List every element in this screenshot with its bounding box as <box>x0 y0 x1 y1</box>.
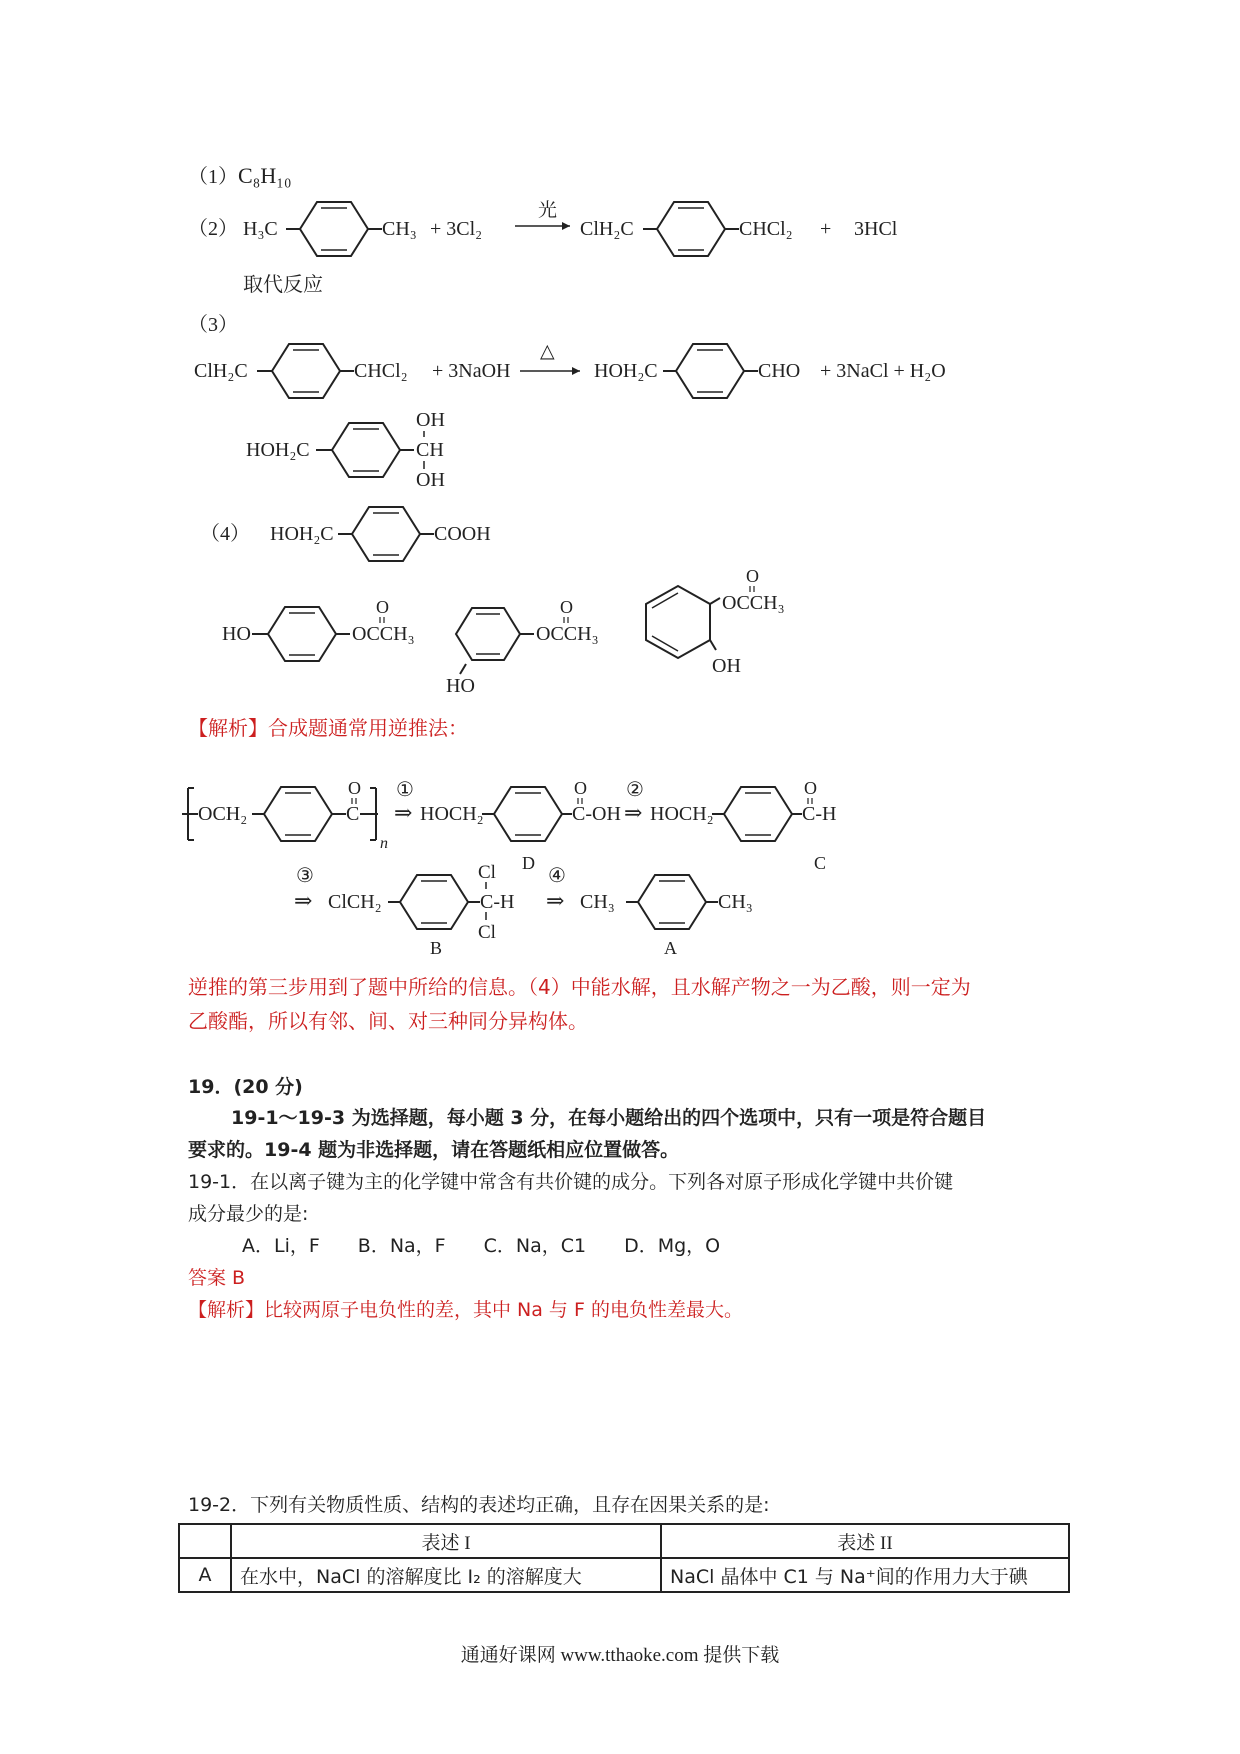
label-2: （2） <box>188 218 238 240</box>
p2-clh2c: ClH₂C <box>580 218 634 240</box>
p2-h3c: H₃C <box>243 218 278 240</box>
step-1: ① <box>396 779 414 801</box>
step-2: ② <box>626 779 644 801</box>
equation-3 <box>180 335 1020 500</box>
benzene-ring <box>300 202 368 256</box>
reaction-type: 取代反应 <box>243 272 323 296</box>
p4-hoh2c: HOH₂C <box>270 523 334 545</box>
benzene-ring <box>352 507 420 561</box>
table-header-row <box>179 1524 1069 1558</box>
heat-condition: △ <box>540 341 555 362</box>
isomers <box>210 568 830 698</box>
q19-1-line-2: 成分最少的是: <box>188 1203 309 1225</box>
benzene-ring <box>268 607 336 661</box>
analysis-note-line-2: 乙酸酯，所以有邻、间、对三种同分异构体。 <box>188 1009 588 1033</box>
c-label: C <box>814 853 827 873</box>
a-ch3-right: CH₃ <box>718 891 753 913</box>
step-2-arrow: ⇒ <box>624 800 643 825</box>
table-cell-option: A <box>179 1558 231 1592</box>
d-cooh: C-OH <box>572 803 621 825</box>
c-cho: C-H <box>802 803 837 825</box>
label-1: （1） <box>188 166 238 188</box>
q19-1-options: A．Li，F B．Na，F C．Na，C1 D．Mg，O <box>242 1235 721 1257</box>
question-19-1 <box>188 1166 953 1326</box>
polymer-o: O <box>348 778 361 798</box>
step-3: ③ <box>296 865 314 887</box>
q19-1-analysis: 【解析】比较两原子电负性的差，其中 Na 与 F 的电负性差最大。 <box>188 1299 743 1321</box>
page-footer: 通通好课网 www.tthaoke.com 提供下载 <box>460 1645 780 1666</box>
benzene-ring <box>456 608 520 660</box>
iso2-ho: HO <box>446 675 475 697</box>
analysis-note <box>188 970 971 1038</box>
benzene-ring <box>638 875 706 929</box>
benzene-ring <box>724 787 792 841</box>
a-ch3-left: CH₃ <box>580 891 615 913</box>
benzene-ring <box>272 344 340 398</box>
benzene-ring <box>332 423 400 477</box>
formula-c8h10: C₈H₁₀ <box>238 163 292 188</box>
benzene-ring <box>264 787 332 841</box>
polymer-c: C <box>346 803 360 825</box>
table-row <box>179 1558 1069 1592</box>
polymer-och2: OCH₂ <box>198 803 248 825</box>
d-hoch2: HOCH₂ <box>420 803 484 825</box>
q19-1-answer: 答案 B <box>188 1267 246 1289</box>
b-label: B <box>430 938 443 958</box>
answer-4 <box>180 500 580 570</box>
iso1-ho: HO <box>222 623 251 645</box>
question-19-2: 19-2．下列有关物质性质、结构的表述均正确，且存在因果关系的是: <box>188 1494 770 1516</box>
iso3-ester: OCCH₃ <box>722 592 785 614</box>
iso3-oh: OH <box>712 655 741 677</box>
label-3: （3） <box>188 314 238 336</box>
iso1-ester: OCCH₃ <box>352 623 415 645</box>
p2-plus: + <box>820 218 832 240</box>
table-cell <box>179 1524 231 1558</box>
iso1-carbonyl-o: O <box>376 597 389 617</box>
p3-chcl2: CHCl₂ <box>354 360 408 382</box>
c-hoch2: HOCH₂ <box>650 803 714 825</box>
p3-products: + 3NaCl + H₂O <box>820 360 946 382</box>
statement-table <box>178 1523 1070 1593</box>
benzene-ring <box>676 344 744 398</box>
question-19-intro <box>188 1102 986 1166</box>
question-19-title: 19．(20 分) <box>188 1076 303 1098</box>
intro-line-2: 要求的。19-4 题为非选择题，请在答题纸相应位置做答。 <box>188 1139 680 1161</box>
p4-cooh: COOH <box>434 523 491 545</box>
p3-ch: CH <box>416 439 444 461</box>
p3-oh-bottom: OH <box>416 469 445 491</box>
c-o: O <box>804 778 817 798</box>
step-4: ④ <box>548 865 566 887</box>
b-clch2: ClCH₂ <box>328 891 382 913</box>
table-header-statement-1: 表述 I <box>231 1524 661 1558</box>
iso2-carbonyl-o: O <box>560 597 573 617</box>
p3-cho: CHO <box>758 360 801 382</box>
p2-3cl2: + 3Cl₂ <box>430 218 483 240</box>
p3-mid-hoh2c: HOH₂C <box>246 439 310 461</box>
p3-oh-top: OH <box>416 409 445 431</box>
p3-clh2c: ClH₂C <box>194 360 248 382</box>
polymer-n: n <box>380 835 388 852</box>
intro-line-1: 19-1～19-3 为选择题，每小题 3 分，在每小题给出的四个选项中，只有一项是符合题目 <box>231 1107 987 1129</box>
b-ch: C-H <box>480 891 515 913</box>
d-label: D <box>522 853 535 873</box>
iso2-ester: OCCH₃ <box>536 623 599 645</box>
analysis-heading: 【解析】合成题通常用逆推法： <box>188 716 468 740</box>
step-4-arrow: ⇒ <box>546 888 565 913</box>
label-4: （4） <box>200 523 250 545</box>
a-label: A <box>664 938 677 958</box>
light-condition: 光 <box>538 200 558 221</box>
d-o: O <box>574 778 587 798</box>
table-cell-statement-2: NaCl 晶体中 C1 与 Na⁺间的作用力大于碘 <box>661 1558 1069 1592</box>
benzene-ring <box>646 586 710 658</box>
benzene-ring <box>400 875 468 929</box>
step-1-arrow: ⇒ <box>394 800 413 825</box>
b-cl-top: Cl <box>478 862 496 883</box>
p3-hoh2c: HOH₂C <box>594 360 658 382</box>
retrosynthesis-scheme <box>180 748 940 968</box>
p2-3hcl: 3HCl <box>854 218 898 240</box>
step-3-arrow: ⇒ <box>294 888 313 913</box>
b-cl-bottom: Cl <box>478 922 496 943</box>
table-cell-statement-1: 在水中，NaCl 的溶解度比 I₂ 的溶解度大 <box>231 1558 661 1592</box>
benzene-ring <box>494 787 562 841</box>
p3-naoh: + 3NaOH <box>432 360 511 382</box>
p2-ch3: CH₃ <box>382 218 417 240</box>
answer-1 <box>188 160 292 189</box>
q19-1-line-1: 19-1．在以离子键为主的化学键中常含有共价键的成分。下列各对原子形成化学键中共价键 <box>188 1171 954 1193</box>
equation-2 <box>180 190 940 260</box>
table-header-statement-2: 表述 II <box>661 1524 1069 1558</box>
benzene-ring <box>657 202 725 256</box>
analysis-note-line-1: 逆推的第三步用到了题中所给的信息。（4）中能水解，且水解产物之一为乙酸，则一定为 <box>188 975 971 999</box>
p2-chcl2: CHCl₂ <box>739 218 793 240</box>
iso3-carbonyl-o: O <box>746 568 759 586</box>
